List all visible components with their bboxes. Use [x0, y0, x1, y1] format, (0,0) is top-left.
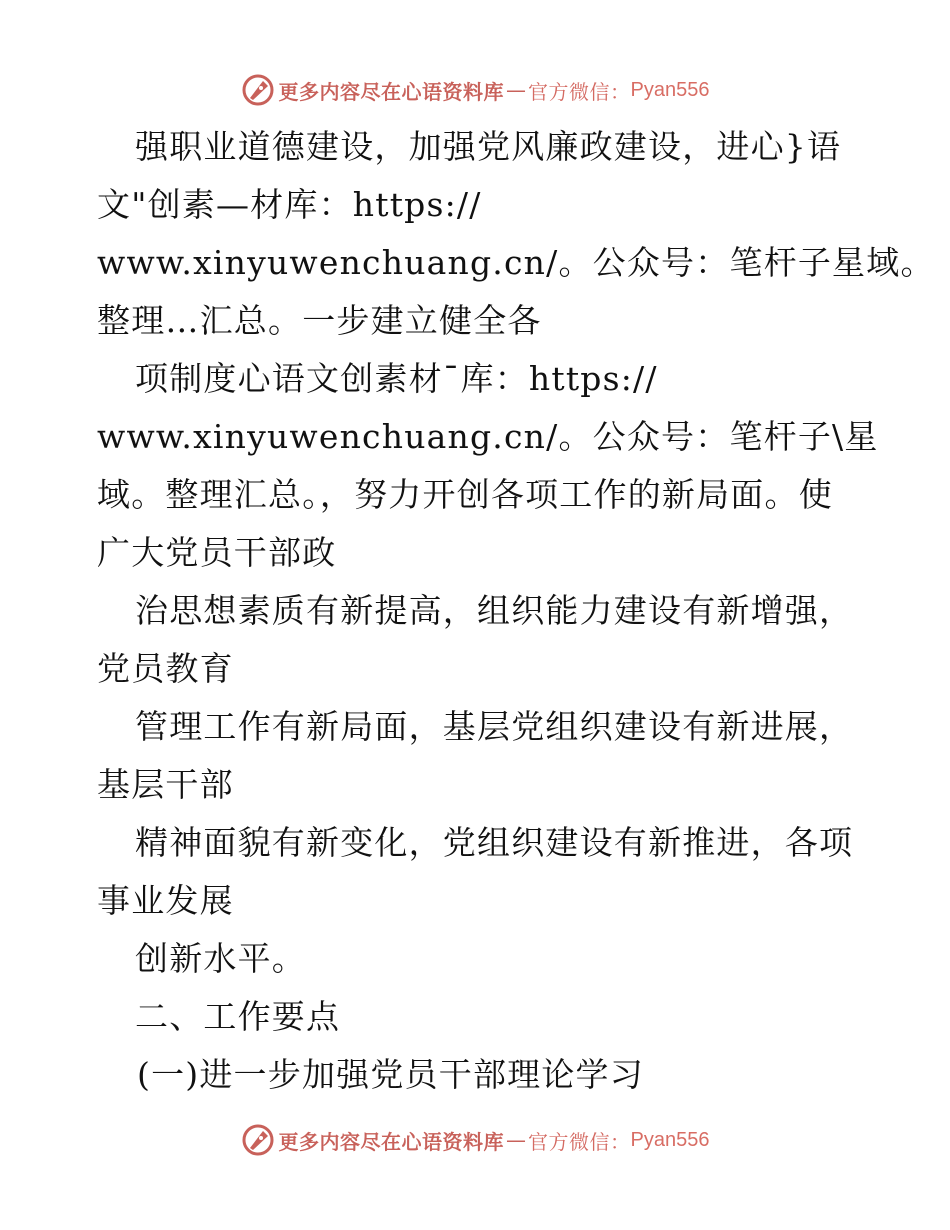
text-line-3: www.xinyuwenchuang.cn/。公众号：笔杆子星域。	[97, 243, 935, 282]
pen-nib-logo-icon	[241, 1123, 275, 1157]
text-line-8: 广大党员干部政	[97, 533, 337, 572]
text-line-14: 事业发展	[97, 881, 234, 920]
watermark-promo-text: 更多内容尽在心语资料库	[278, 79, 505, 104]
text-line-10: 党员教育	[97, 649, 234, 688]
document-body	[97, 118, 935, 1104]
watermark-handle: Pyan556	[630, 78, 710, 101]
watermark-account-text: 官方微信：	[528, 1129, 631, 1154]
text-line-6: www.xinyuwenchuang.cn/。公众号：笔杆子\星	[97, 417, 879, 456]
text-line-15: 创新水平。	[135, 939, 306, 978]
footer-watermark	[0, 1120, 950, 1160]
text-line-5: 项制度心语文创素材¯库：https://	[135, 359, 658, 398]
header-watermark	[0, 70, 950, 110]
text-line-11: 管理工作有新局面，基层党组织建设有新进展，	[135, 707, 854, 746]
text-line-7: 域。整理汇总。，努力开创各项工作的新局面。使	[97, 475, 833, 514]
pen-nib-logo-icon	[241, 73, 275, 107]
watermark-separator: —	[506, 78, 527, 102]
text-line-9: 治思想素质有新提高，组织能力建设有新增强，	[135, 591, 854, 630]
text-line-2: 文"创素—材库：https://	[97, 185, 482, 224]
section-heading: 二、工作要点	[135, 997, 341, 1036]
watermark-account-text: 官方微信：	[528, 79, 631, 104]
watermark-handle: Pyan556	[630, 1128, 710, 1151]
watermark-promo-text: 更多内容尽在心语资料库	[278, 1129, 505, 1154]
text-line-12: 基层干部	[97, 765, 234, 804]
text-line-13: 精神面貌有新变化，党组织建设有新推进，各项	[135, 823, 854, 862]
watermark-separator: —	[506, 1128, 527, 1152]
text-line-4: 整理…汇总。一步建立健全各	[97, 301, 542, 340]
text-line-1: 强职业道德建设，加强党风廉政建设，进心}语	[135, 127, 842, 166]
subsection-heading: (一)进一步加强党员干部理论学习	[137, 1055, 644, 1094]
